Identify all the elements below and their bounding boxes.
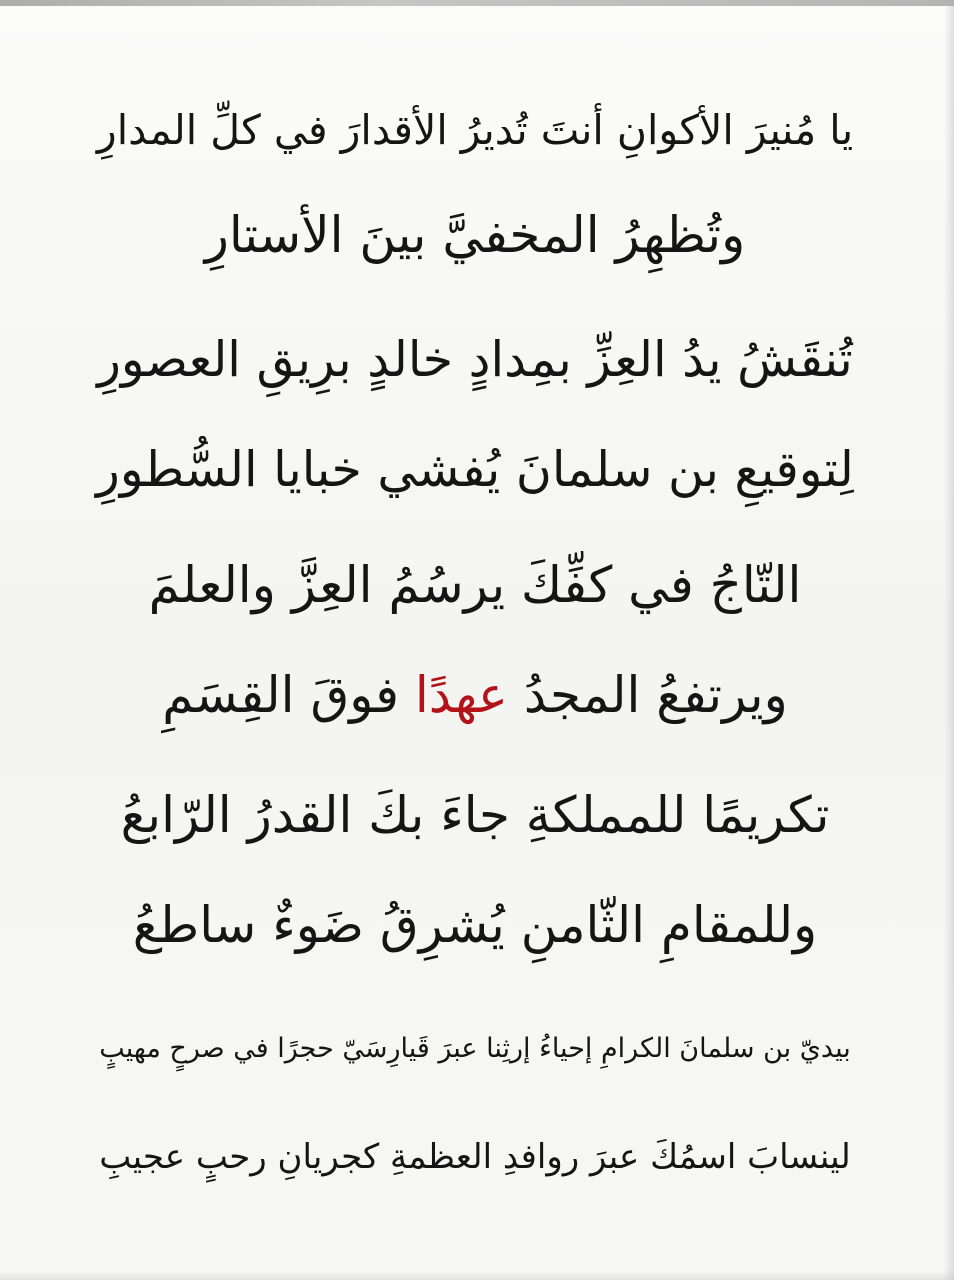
poem-line-10: لينسابَ اسمُكَ عبرَ روافدِ العظمةِ كجريانِ رحبٍ عجيبِ: [99, 1137, 851, 1177]
page-right-edge: [944, 0, 954, 1280]
poem-line-1: يا مُنيرَ الأكوانِ أنتَ تُديرُ الأقدارَ في كلِّ المدارِ: [96, 106, 854, 154]
poem-line-3: تُنقَشُ يدُ العِزِّ بمِدادٍ خالدٍ برِيقِ العصورِ: [97, 331, 853, 388]
poem-line-6-before: ويرتفعُ المجدُ: [523, 666, 788, 724]
page-top-edge: [0, 0, 954, 6]
page-bottom-edge: [0, 1270, 954, 1280]
poem-line-6: [90, 666, 860, 724]
poem-line-4: لِتوقيعِ بن سلمانَ يُفشي خبايا السُّطورِ: [96, 441, 854, 498]
poem-line-5: التّاجُ في كفِّكَ يرسُمُ العِزَّ والعلمَ: [148, 556, 802, 614]
highlighted-word: عهدًا: [414, 666, 508, 724]
poem-line-2: وتُظهِرُ المخفيَّ بينَ الأستارِ: [204, 206, 746, 264]
poem-line-9: بيديّ بن سلمانَ الكرامِ إحياءُ إرثِنا عبرَ قَيارِسَيّ حجرًا في صرحٍ مهيبٍ: [99, 1033, 851, 1064]
poem-line-7: تكريمًا للمملكةِ جاءَ بكَ القدرُ الرّابعُ: [120, 786, 830, 844]
poem-line-6-after: فوقَ القِسَمِ: [162, 666, 399, 724]
poem-line-8: وللمقامِ الثّامنِ يُشرِقُ ضَوءٌ ساطعُ: [132, 896, 818, 954]
